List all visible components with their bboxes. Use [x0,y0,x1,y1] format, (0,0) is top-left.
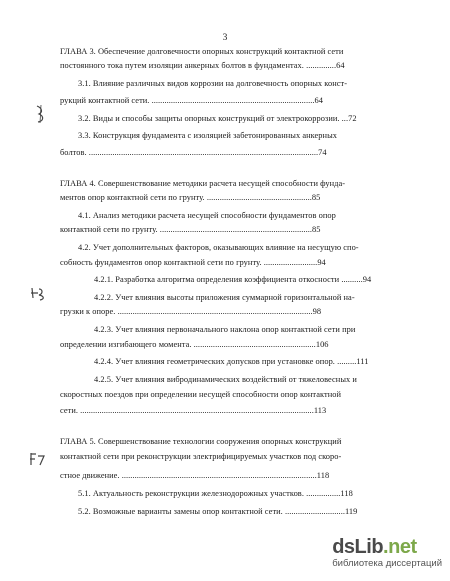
toc-line: 3.2. Виды и способы защиты опорных конструкций от электрокоррозии. ...72 [78,114,357,123]
toc-line: постоянного тока путем изоляции анкерных болтов в фундаментах. ..............64 [60,61,345,70]
toc-line: определении изгибающего момента. .........................................................106 [60,340,329,349]
toc-line: 4.2.1. Разработка алгоритма определения коэффициента откосности ..........94 [94,275,372,284]
toc-line: 5.2. Возможные варианты замены опор контактной сети. ............................119 [78,507,358,516]
toc-line: 3.3. Конструкция фундамента с изоляцией забетонированных анкерных [78,131,337,140]
toc-line: собность фундаментов опор контактной сети по грунту. .........................94 [60,258,326,267]
toc-line: 4.2.5. Учет влияния вибродинамических воздействий от тяжеловесных и [94,375,357,384]
toc-line: 4.2.4. Учет влияния геометрических допусков при установке опор. .........111 [94,357,369,366]
toc-line: 4.2. Учет дополнительных факторов, оказывающих влияние на несущую спо- [78,243,359,252]
toc-line: 5.1. Актуальность реконструкции железнодорожных участков. ................118 [78,489,353,498]
toc-line: ГЛАВА 3. Обеспечение долговечности опорных конструкций контактной сети [60,47,344,56]
toc-line: стное движение. ...........................................................................................118 [60,471,330,480]
toc-line: 4.2.2. Учет влияния высоты приложения суммарной горизонтальной на- [94,293,355,302]
handwritten-margin-mark [34,104,48,127]
handwritten-margin-mark [28,451,48,470]
toc-line: ГЛАВА 5. Совершенствование технологии сооружения опорных конструкций [60,437,342,446]
watermark [332,537,442,569]
toc-line: рукций контактной сети. ............................................................................64 [60,96,323,105]
toc-line: болтов. ...........................................................................................................74 [60,148,327,157]
toc-line: ГЛАВА 4. Совершенствование методики расчета несущей способности фунда- [60,179,346,188]
watermark-logo: dsLib.net [332,536,417,558]
toc-line: скоростных поездов при определении несущей способности опор контактной [60,390,342,399]
watermark-subtitle: библиотека диссертаций [332,558,442,569]
toc-line: контактной сети по грунту. .......................................................................85 [60,225,321,234]
toc-line: сети. .............................................................................................................113 [60,406,327,415]
toc-line: ментов опор контактной сети по грунту. .................................................85 [60,193,321,202]
toc-line: контактной сети при реконструкции электрифицируемых участков под скоро- [60,452,342,461]
toc-line: 4.2.3. Учет влияния первоначального наклона опор контактной сети при [94,325,356,334]
toc-line: 3.1. Влияние различных видов коррозии на долговечность опорных конст- [78,79,348,88]
page-number: 3 [222,33,228,43]
toc-line: грузки к опоре. ...........................................................................................98 [60,307,322,316]
handwritten-margin-mark [30,285,48,304]
toc-line: 4.1. Анализ методики расчета несущей способности фундаментов опор [78,211,336,220]
